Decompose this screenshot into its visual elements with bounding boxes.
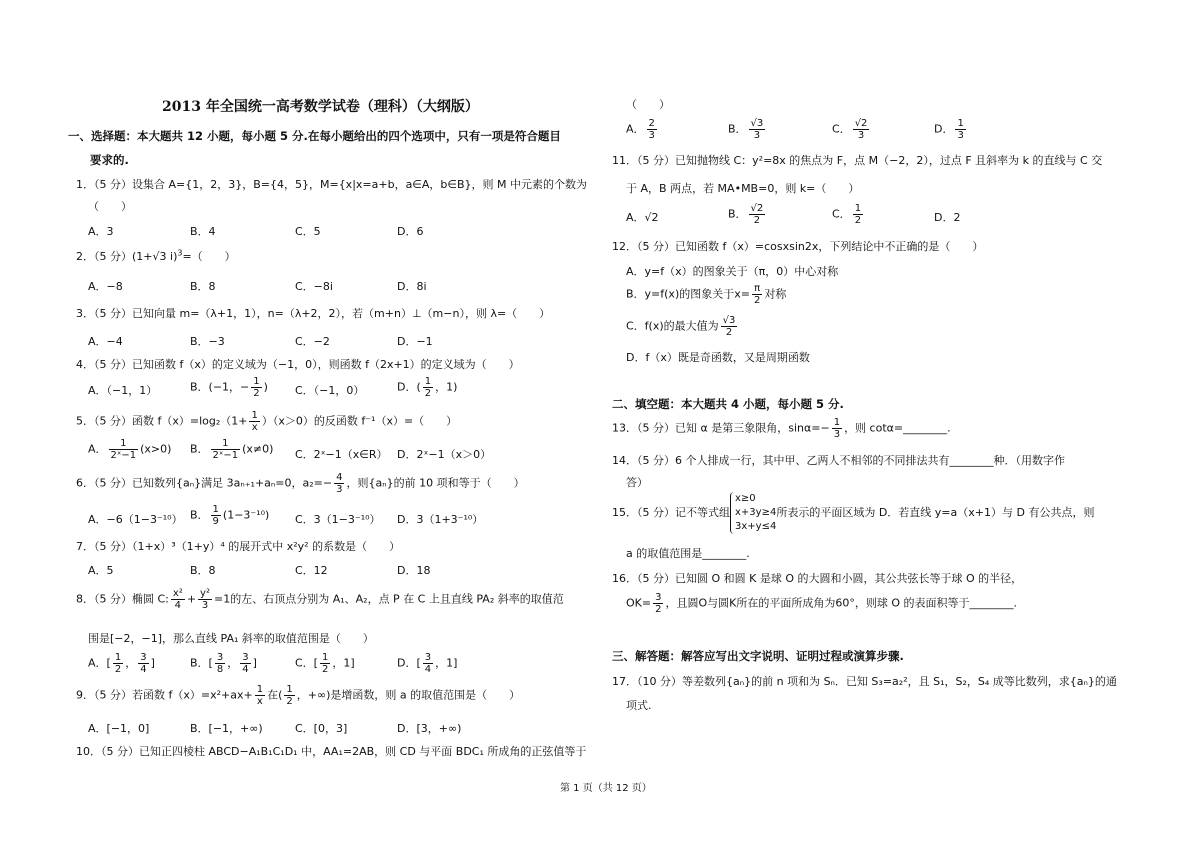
question-12-option-b: B．y=f(x)的图象关于x= $\frac{\pi}{2}$ 对称 [626, 283, 787, 306]
question-3-option-a: A．−4 [88, 335, 123, 348]
question-8-option-c: C．[ $\frac{1}{2}$ ，1] [295, 652, 355, 675]
question-5-option-c: C．2ˣ−1（x∈R） [295, 448, 388, 461]
question-10-option-d: D． $\frac{1}{3}$ [934, 118, 964, 141]
question-2-option-a: A．−8 [88, 280, 123, 293]
question-10-option-a: A． $\frac{2}{3}$ [626, 118, 655, 141]
question-6-option-a: A．−6（1−3⁻¹⁰） [88, 513, 183, 526]
question-1-option-d: D．6 [397, 225, 424, 238]
question-1-option-b: B．4 [190, 225, 216, 238]
question-12-option-c: C．f(x)的最大值为 $\frac{√3}{2}$ [626, 315, 736, 338]
question-15-stem-line2: a 的取值范围是________. [626, 547, 750, 560]
question-8-stem: 8．（5 分）椭圆 C: $\frac{\text{x²}}{4}$ + $\frac{\text{y²}}{3}$ =1的左、右顶点分别为 A₁、A₂，点 P 在 C 上且直线 PA₂ 斜率的取值范 [76, 588, 564, 611]
question-9-option-a: A．[−1，0] [88, 722, 150, 735]
question-6-option-b: B． $\frac{1}{9}$ (1−3⁻¹⁰) [190, 504, 270, 527]
question-9-option-d: D．[3，+∞) [397, 722, 462, 735]
question-7-option-d: D．18 [397, 564, 431, 577]
question-8-option-b: B．[ $\frac{3}{8}$ ， $\frac{3}{4}$ ] [190, 652, 257, 675]
question-4-option-b-label: B．(−1，− [190, 380, 250, 394]
question-1-option-c: C．5 [295, 225, 321, 238]
question-4-option-d-tail: ，1) [435, 380, 458, 394]
question-4-option-d [397, 376, 457, 399]
question-2-option-b: B．8 [190, 280, 216, 293]
question-12-option-a: A．y=f（x）的图象关于（π，0）中心对称 [626, 265, 839, 278]
question-5-option-d: D．2ˣ−1（x＞0） [397, 448, 492, 461]
question-4-option-b [190, 376, 268, 399]
question-1-paren: （ ） [88, 200, 132, 213]
question-3-option-b: B．−3 [190, 335, 225, 348]
question-5-stem [76, 410, 457, 433]
question-17-stem-line2: 项式. [626, 699, 652, 712]
question-2-label: 2．（5 分） [76, 250, 132, 263]
question-4-option-b-tail: ) [263, 380, 268, 394]
question-4-option-c: C．（−1，0） [295, 384, 365, 397]
question-7-option-a: A．5 [88, 564, 114, 577]
question-11-stem: 11．（5 分）已知抛物线 C：y²=8x 的焦点为 F，点 M（−2，2），过点 F 且斜率为 k 的直线与 C 交 [612, 154, 1103, 167]
question-14-stem-line2: 答） [626, 476, 648, 489]
question-4-stem: 4．（5 分）已知函数 f（x）的定义域为（−1，0），则函数 f（2x+1）的定义域为（ ） [76, 358, 520, 371]
question-3-option-c: C．−2 [295, 335, 330, 348]
question-15-inequality-system: x≥0 x+3y≥4 3x+y≤4 [730, 492, 776, 534]
question-3-option-d: D．−1 [397, 335, 433, 348]
question-16-stem: 16．（5 分）已知圆 O 和圆 K 是球 O 的大圆和小圆，其公共弦长等于球 O 的半径， [612, 572, 1023, 585]
question-6-option-c: C．3（1−3⁻¹⁰） [295, 513, 381, 526]
question-1-option-a: A．3 [88, 225, 114, 238]
question-6-fraction: $\frac{4}{3}$ [336, 472, 343, 495]
question-5-fraction: $\frac{1}{x}$ [251, 410, 258, 433]
question-11-option-a: A．√2 [626, 211, 659, 224]
question-12-stem: 12．（5 分）已知函数 f（x）=cosxsin2x，下列结论中不正确的是（ ） [612, 240, 984, 253]
section-choice-header-cont: 要求的. [90, 153, 129, 167]
question-4-option-d-label: D．( [397, 380, 421, 394]
question-11-option-c: C． $\frac{1}{2}$ [832, 203, 862, 226]
question-8-option-d: D．[ $\frac{3}{4}$ ，1] [397, 652, 458, 675]
question-4-option-a: A．（−1，1） [88, 384, 158, 397]
question-11-option-b: B． $\frac{√2}{2}$ [728, 203, 764, 226]
question-3-stem: 3．（5 分）已知向量 m=（λ+1，1），n=（λ+2，2），若（m+n）⊥（m−n），则 λ=（ ） [76, 307, 551, 320]
question-5-option-b: B． $\frac{1}{\text{2ˣ−1}}$ (x≠0) [190, 438, 274, 461]
question-2-exponent: 3 [177, 248, 183, 258]
question-8-stem-line2: 围是[−2，−1]，那么直线 PA₁ 斜率的取值范围是（ ） [88, 632, 374, 645]
question-2-option-d: D．8i [397, 280, 427, 293]
question-2-stem [76, 248, 236, 264]
question-5-stem-pre: 5．（5 分）函数 f（x）=log₂（1+ [76, 414, 248, 428]
question-10-paren: （ ） [626, 98, 670, 111]
question-17-stem: 17．（10 分）等差数列{aₙ}的前 n 项和为 Sₙ．已知 S₃=a₂²，且 S₁，S₂，S₄ 成等比数列，求{aₙ}的通 [612, 675, 1117, 688]
question-2-option-c: C．−8i [295, 280, 333, 293]
section-answer-header: 三、解答题：解答应写出文字说明、证明过程或演算步骤. [612, 649, 904, 663]
question-7-option-c: C．12 [295, 564, 328, 577]
question-9-option-b: B．[−1，+∞) [190, 722, 263, 735]
question-2-expr: (1+√3 i) [132, 250, 178, 263]
question-12-option-d: D．f（x）既是奇函数，又是周期函数 [626, 351, 810, 364]
question-7-option-b: B．8 [190, 564, 216, 577]
question-1-stem: 1．（5 分）设集合 A={1，2，3}，B={4，5}，M={x|x=a+b，a∈A，b∈B}，则 M 中元素的个数为 [76, 178, 588, 191]
question-11-option-d: D．2 [934, 211, 961, 224]
section-choice-header: 一、选择题：本大题共 12 小题，每小题 5 分.在每小题给出的四个选项中，只有一项是符合题目 [68, 129, 561, 143]
question-5-option-a: A． $\frac{1}{\text{2ˣ−1}}$ (x>0) [88, 438, 172, 461]
question-2-tail: =（ ） [182, 250, 236, 263]
question-6-stem: 6．（5 分）已知数列{aₙ}满足 3aₙ₊₁+aₙ=0，a₂=− $\frac{4}{3}$ ，则{aₙ}的前 10 项和等于（ ） [76, 472, 525, 495]
question-6-option-d: D．3（1+3⁻¹⁰） [397, 513, 484, 526]
question-5-stem-tail: ）（x＞0）的反函数 f⁻¹（x）=（ ） [261, 414, 458, 428]
page-title: 2013 年全国统一高考数学试卷（理科）（大纲版） [162, 99, 479, 115]
question-10-stem: 10．（5 分）已知正四棱柱 ABCD−A₁B₁C₁D₁ 中，AA₁=2AB，则 CD 与平面 BDC₁ 所成角的正弦值等于 [76, 745, 587, 758]
page-footer: 第 1 页（共 12 页） [560, 783, 652, 794]
question-8-option-a: A．[ $\frac{1}{2}$ ， $\frac{3}{4}$ ] [88, 652, 155, 675]
question-7-stem: 7．（5 分）（1+x）³（1+y）⁴ 的展开式中 x²y² 的系数是（ ） [76, 540, 401, 553]
question-11-stem-line2: 于 A，B 两点，若 MA•MB=0，则 k=（ ） [626, 182, 860, 195]
question-4-option-d-fraction: $\frac{1}{2}$ [424, 376, 432, 399]
question-9-option-c: C．[0，3] [295, 722, 348, 735]
section-fill-header: 二、填空题：本大题共 4 小题，每小题 5 分. [612, 397, 844, 411]
question-10-option-b: B． $\frac{√3}{3}$ [728, 118, 764, 141]
question-16-stem-line2: OK= $\frac{3}{2}$ ，且圆O与圆K所在的平面所成角为60°，则球 O 的表面积等于________. [626, 592, 1017, 615]
question-14-stem: 14．（5 分）6 个人排成一行，其中甲、乙两人不相邻的不同排法共有________种．（用数字作 [612, 454, 1065, 467]
question-10-option-c: C． $\frac{√2}{3}$ [832, 118, 868, 141]
question-15-stem: 15．（5 分）记不等式组 x≥0 x+3y≥4 3x+y≤4 所表示的平面区域为 D．若直线 y=a（x+1）与 D 有公共点，则 [612, 493, 1095, 532]
question-4-option-b-fraction: $\frac{1}{2}$ [253, 376, 260, 399]
question-13-stem: 13．（5 分）已知 α 是第三象限角，sinα=− $\frac{1}{3}$ ，则 cotα=________. [612, 417, 951, 440]
question-9-stem: 9．（5 分）若函数 f（x）=x²+ax+ $\frac{1}{x}$ 在( $\frac{1}{2}$ ，+∞)是增函数，则 a 的取值范围是（ ） [76, 684, 521, 707]
